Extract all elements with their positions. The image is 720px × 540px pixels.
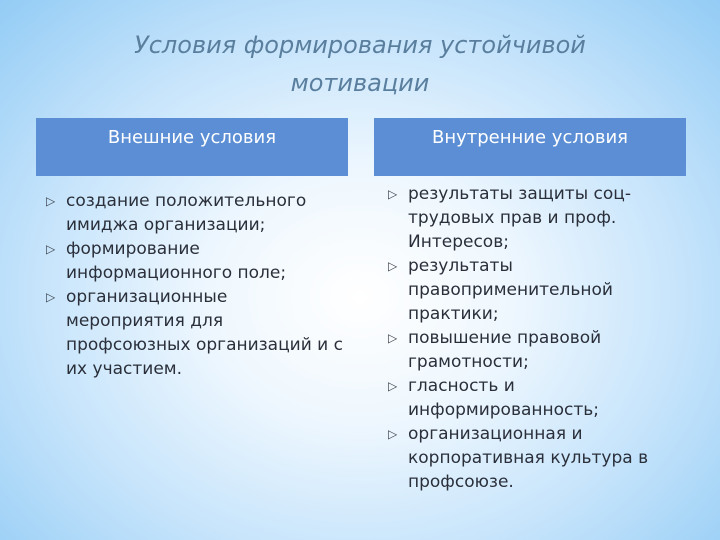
list-item-text: создание положительного имиджа организации; bbox=[66, 191, 307, 235]
title-line-2: мотивации bbox=[290, 69, 430, 97]
external-conditions-header bbox=[36, 118, 348, 176]
triangle-right-icon: ▷ bbox=[388, 259, 398, 273]
title-line-1: Условия формирования устойчивой bbox=[134, 31, 586, 59]
triangle-right-icon: ▷ bbox=[388, 331, 398, 345]
triangle-right-icon: ▷ bbox=[388, 427, 398, 441]
list-item bbox=[386, 254, 686, 326]
list-item bbox=[386, 422, 686, 494]
list-item bbox=[44, 189, 344, 237]
list-item bbox=[386, 326, 686, 374]
list-item-text: результаты защиты соц-трудовых прав и проф. Интересов; bbox=[408, 184, 631, 252]
slide-title bbox=[60, 26, 660, 102]
list-item-text: гласность и информированность; bbox=[408, 376, 600, 420]
list-item bbox=[386, 182, 686, 254]
triangle-right-icon: ▷ bbox=[46, 242, 56, 256]
internal-conditions-header bbox=[374, 118, 686, 176]
list-item-text: организационные мероприятия для профсоюзных организаций и с их участием. bbox=[66, 287, 343, 379]
list-item-text: повышение правовой грамотности; bbox=[408, 328, 602, 372]
external-conditions-header-label: Внешние условия bbox=[107, 127, 277, 148]
list-item bbox=[386, 374, 686, 422]
triangle-right-icon: ▷ bbox=[46, 290, 56, 304]
triangle-right-icon: ▷ bbox=[388, 187, 398, 201]
internal-conditions-list bbox=[386, 182, 686, 494]
list-item-text: результаты правоприменительной практики; bbox=[408, 256, 613, 324]
list-item-text: организационная и корпоративная культура в профсоюзе. bbox=[408, 424, 649, 492]
list-item-text: формирование информационного поле; bbox=[66, 239, 287, 283]
list-item bbox=[44, 285, 344, 381]
triangle-right-icon: ▷ bbox=[46, 194, 56, 208]
internal-conditions-header-label: Внутренние условия bbox=[432, 127, 628, 148]
list-item bbox=[44, 237, 344, 285]
external-conditions-list bbox=[44, 189, 344, 381]
triangle-right-icon: ▷ bbox=[388, 379, 398, 393]
